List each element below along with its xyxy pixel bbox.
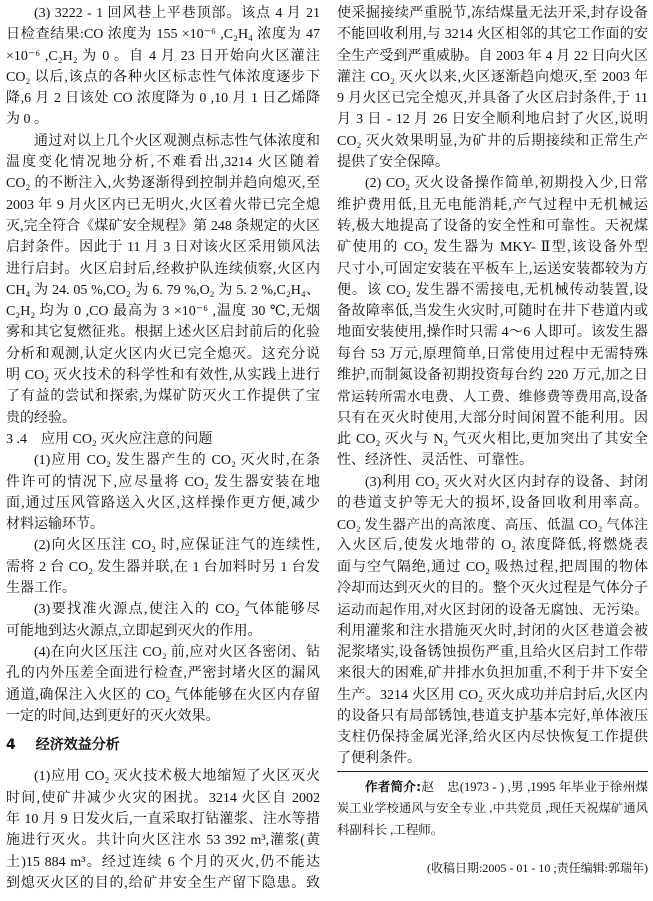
benefit-item-1 bbox=[6, 766, 320, 894]
text-line: 明 CO₂ 灭火技术的科学性和有效性,从实践上进行 bbox=[6, 368, 320, 384]
text-line: (1)应用 CO₂ 发生器产生的 CO₂ 灭火时,在条 bbox=[34, 453, 320, 469]
text-line: 冷却而达到灭火的目的。整个灭火过程是气体分子 bbox=[337, 581, 648, 597]
author-bio-label: 作者简介: bbox=[365, 779, 422, 795]
note-item-2 bbox=[6, 535, 320, 599]
text-line: 进行启封。火区启封后,经救护队连续侦察,火区内 bbox=[6, 261, 320, 277]
text-line: (3)利用 CO₂ 灭火对火区内封存的设备、封闭 bbox=[365, 474, 648, 490]
observation-point-3-paragraph bbox=[6, 3, 320, 131]
benefit-item-2 bbox=[337, 173, 648, 471]
text-line: 贵的经验。 bbox=[6, 410, 76, 426]
text-line: 支柱仍保持金属光泽,给火区内尽快恢复工作提供 bbox=[337, 730, 648, 746]
text-line: 可能地到达火源点,立即起到灭火的作用。 bbox=[6, 623, 262, 639]
text-line: 施进行灭火。共计向火区注水 53 392 m³,灌浆(黄 bbox=[6, 833, 320, 849]
benefit-item-1-continued bbox=[337, 3, 648, 173]
text-line: 性、经济性、灵活性、可靠性。 bbox=[337, 453, 533, 469]
text-line: 2003 年 9 月火区内已无明火,火区着火带已完全熄 bbox=[6, 197, 320, 213]
text-line: 土)15 884 m³。经过连续 6 个月的灭火,仍不能达 bbox=[6, 854, 320, 870]
text-line: 雾和其它复燃征兆。根据上述火区启封前后的化验 bbox=[6, 325, 320, 341]
text-line: 泥浆堵实,设备锈蚀损伤严重,且给火区启封工作带 bbox=[337, 644, 648, 660]
text-line: CO₂ 以后,该点的各种火区标志性气体浓度逐步下 bbox=[6, 69, 320, 85]
section-number: 4 bbox=[6, 737, 16, 754]
text-line: 月 3 日 - 12 月 26 日安全顺利地启封了火区,说明 bbox=[337, 112, 648, 128]
text-line: 降,6 月 2 日该处 CO 浓度降为 0 ,10 月 1 日乙烯降 bbox=[6, 91, 320, 107]
text-line: 转,极大地提高了设备的安全性和可靠性。天祝煤 bbox=[337, 218, 648, 234]
text-line: 生器工作。 bbox=[6, 581, 76, 597]
section-title: 应用 CO₂ 灭火应注意的问题 bbox=[41, 431, 213, 447]
text-line: 一定的时间,达到更好的灭火效果。 bbox=[6, 708, 220, 724]
text-line: 分析和观测,认定火区内火已完全熄灭。这充分说 bbox=[6, 346, 320, 362]
text-line: 了有益的尝试和探索,为煤矿防灭火工作提供了宝 bbox=[6, 389, 320, 405]
text-line: 面,通过压风管路送入火区,这样操作更方便,减少 bbox=[6, 495, 320, 511]
right-column bbox=[337, 3, 648, 879]
text-line: 件许可的情况下,应尽量将 CO₂ 发生器安装在地 bbox=[6, 474, 320, 490]
text-line: (2) CO₂ 灭火设备操作简单,初期投入少,日常 bbox=[365, 176, 648, 192]
text-line: 孔的内外压差全面进行检查,严密封堵火区的漏风 bbox=[6, 666, 320, 682]
text-line: 尺寸小,可固定安装在平板车上,运送安装都较为方 bbox=[337, 261, 648, 277]
section-4-heading bbox=[6, 735, 320, 756]
text-line: 日检查结果:CO 浓度为 155 ×10⁻⁶ ,C₂H₄ 浓度为 47 bbox=[6, 27, 320, 43]
text-line: 生产。3214 火区用 CO₂ 灭火成功并启封后,火区内 bbox=[337, 687, 648, 703]
text-line: 提供了安全保障。 bbox=[337, 155, 449, 171]
text-line: 矿使用的 CO₂ 发生器为 MKY- Ⅱ型,该设备外型 bbox=[337, 240, 648, 256]
text-line: 的巷道支护等无大的损坏,设备回收利用率高。 bbox=[337, 495, 648, 511]
text-line: 不能回收利用,与 3214 火区相邻的其它工作面的安 bbox=[337, 27, 648, 43]
note-item-1 bbox=[6, 450, 320, 535]
text-line: 启封条件。因此于 11 月 3 日对该火区采用锁风法 bbox=[6, 240, 320, 256]
text-line: 每台 53 万元,原理简单,日常使用过程中无需特殊 bbox=[337, 346, 648, 362]
text-line: (4)在向火区压注 CO₂ 前,应对火区各密闭、钻 bbox=[34, 644, 320, 660]
text-line: 灌注 CO₂ 灭火以来,火区逐渐趋向熄灭,至 2003 年 bbox=[337, 69, 648, 85]
text-line: CO₂ 灭火效果明显,为矿井的后期接续和正常生产 bbox=[337, 133, 648, 149]
text-line: CO₂ 发生器产出的高浓度、高压、低温 CO₂ 气体注 bbox=[337, 517, 648, 533]
text-line: 全生产受到严重威胁。自 2003 年 4 月 22 日向火区 bbox=[337, 48, 648, 64]
author-bio-text: 赵 忠(1973 - ) ,男 ,1995 年毕业于徐州煤 bbox=[421, 780, 648, 795]
author-bio bbox=[337, 776, 648, 841]
text-line: 面与空气隔绝,通过 CO₂ 吸热过程,把周围的物体 bbox=[337, 559, 648, 575]
text-line: 炭工业学校通风与安全专业 ,中共党员 ,现任天祝煤矿通风 bbox=[337, 801, 648, 816]
text-line: 材料运输环节。 bbox=[6, 517, 104, 533]
footnote-divider bbox=[337, 771, 648, 772]
text-line: 使采掘接续严重脱节,冻结煤量无法开采,封存设备 bbox=[337, 6, 648, 21]
text-line: 利用灌浆和注水措施灭火时,封闭的火区巷道会被 bbox=[337, 623, 648, 639]
text-line: 地面安装使用,操作时只需 4～6 人即可。该发生器 bbox=[337, 325, 648, 341]
text-line: 科副科长 ,工程师。 bbox=[337, 822, 444, 837]
text-line: 的设备只有局部锈蚀,巷道支护基本完好,单体液压 bbox=[337, 708, 648, 724]
text-line: 温度变化情况地分析,不难看出,3214 火区随着 bbox=[6, 155, 320, 171]
received-date-note: (收稿日期:2005 - 01 - 10 ;责任编辑:郭瑞年) bbox=[427, 861, 648, 876]
text-line: 备故障率低,当发生火灾时,可随时在井下巷道内或 bbox=[337, 304, 648, 320]
note-item-3 bbox=[6, 599, 320, 642]
text-line: 通过对以上几个火区观测点标志性气体浓度和 bbox=[34, 133, 320, 149]
text-line: 为 0 。 bbox=[6, 112, 48, 128]
text-line: 9 月火区已完全熄灭,并具备了火区启封条件,于 11 bbox=[337, 91, 648, 107]
text-line: C₂H₂ 均为 0 ,CO 最高为 3 ×10⁻⁶ ,温度 30 ℃,无烟 bbox=[6, 304, 320, 320]
text-line: 维护,而制氮设备初期投资每台约 220 万元,加之日 bbox=[337, 368, 648, 384]
text-line: 了便利条件。 bbox=[337, 751, 421, 767]
text-line: (1)应用 CO₂ 灭火技术极大地缩短了火区灭火 bbox=[34, 769, 320, 785]
text-line: (3)要找准火源点,使注入的 CO₂ 气体能够尽 bbox=[34, 602, 320, 618]
text-line: 需将 2 台 CO₂ 发生器并联,在 1 台加料时另 1 台发 bbox=[6, 559, 320, 575]
text-line: (3) 3222 - 1 回风巷上平巷顶部。该点 4 月 21 bbox=[34, 6, 320, 21]
left-column bbox=[6, 3, 320, 894]
text-line: 便。该 CO₂ 发生器不需接电,无机械传动装置,设 bbox=[337, 282, 648, 298]
text-line: 入火区后,使发火地带的 O₂ 浓度降低,将燃烧表 bbox=[337, 538, 648, 554]
section-3-4-heading bbox=[6, 429, 320, 450]
analysis-paragraph bbox=[6, 131, 320, 429]
text-line: CH₄ 为 24. 05 %,CO₂ 为 6. 79 %,O₂ 为 5. 2 %,C₂H₄、 bbox=[6, 282, 320, 298]
benefit-item-3 bbox=[337, 472, 648, 770]
text-line: 只有在灭火时使用,大部分时间闲置不能利用。因 bbox=[337, 410, 648, 426]
section-title: 经济效益分析 bbox=[35, 737, 120, 754]
text-line: 维护费用低,且无电能消耗,产气过程中无机械运 bbox=[337, 197, 648, 213]
text-line bbox=[337, 776, 648, 798]
text-line: 来很大的困难,矿井排水负担加重,不利于井下安全 bbox=[337, 666, 648, 682]
note-item-4 bbox=[6, 642, 320, 727]
text-line: (2)向火区压注 CO₂ 时,应保证注气的连续性, bbox=[34, 538, 320, 554]
text-line: 运动而起作用,对火区封闭的设备无腐蚀、无污染。 bbox=[337, 602, 648, 618]
text-line: 到熄灭火区的目的,给矿井安全生产留下隐患。致 bbox=[6, 875, 320, 891]
section-number: 3 .4 bbox=[6, 431, 27, 447]
text-line: CO₂ 的不断注入,火势逐渐得到控制并趋向熄灭,至 bbox=[6, 176, 320, 192]
section-4 bbox=[6, 735, 320, 894]
text-line: 此 CO₂ 灭火与 N₂ 气灭火相比,更加突出了其安全 bbox=[337, 431, 648, 447]
text-line: 年 10 月 9 日发火后,一直采取打钻灌浆、注水等措 bbox=[6, 811, 320, 827]
text-line: 通道,确保注入火区的 CO₂ 气体能够在火区内存留 bbox=[6, 687, 320, 703]
section-3-4 bbox=[6, 429, 320, 727]
text-line: 灭,完全符合《煤矿安全规程》第 248 条规定的火区 bbox=[6, 218, 320, 234]
text-line: 时间,使矿井减少火灾的困扰。3214 火区自 2002 bbox=[6, 790, 320, 806]
text-line: 常运转所需水电费、人工费、维修费等费用高,设备 bbox=[337, 389, 648, 405]
text-line: ×10⁻⁶ ,C₂H₂ 为 0 。自 4 月 23 日开始向火区灌注 bbox=[6, 48, 320, 64]
